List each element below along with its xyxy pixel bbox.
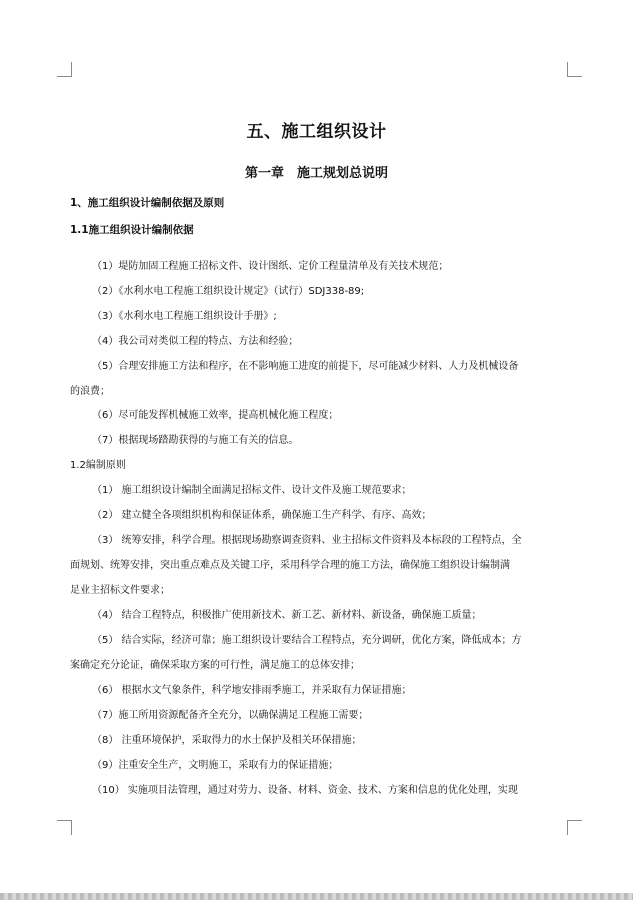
basis-item: （7）根据现场踏勘获得的与施工有关的信息。	[92, 435, 299, 446]
section-heading-1-2: 1.2编制原则	[70, 460, 126, 471]
principle-item: （6） 根据水文气象条件，科学地安排雨季施工，并采取有力保证措施；	[92, 685, 412, 696]
principle-item: （10） 实施项目法管理，通过对劳力、设备、材料、资金、技术、方案和信息的优化处理，实现	[92, 785, 518, 796]
page-bottom-band	[0, 893, 633, 900]
principle-item: （2） 建立健全各项组织机构和保证体系，确保施工生产科学、有序、高效；	[92, 510, 432, 521]
principle-item-continuation: 面规划、统筹安排，突出重点难点及关键工序，采用科学合理的施工方法，确保施工组织设计编制满	[70, 560, 510, 571]
corner-mark-top-right	[567, 62, 582, 77]
principle-item: （9）注重安全生产，文明施工，采取有力的保证措施；	[92, 760, 339, 771]
corner-mark-bottom-right	[567, 820, 582, 835]
principle-item-continuation: 足业主招标文件要求；	[70, 585, 170, 596]
principle-item: （4） 结合工程特点，积极推广使用新技术、新工艺、新材料、新设备，确保施工质量；	[92, 610, 482, 621]
basis-item: （2）《水利水电工程施工组织设计规定》（试行）SDJ338-89;	[92, 286, 365, 297]
corner-mark-bottom-left	[57, 820, 72, 835]
document-title: 五、施工组织设计	[246, 122, 387, 142]
chapter-heading: 第一章 施工规划总说明	[244, 166, 388, 181]
basis-item: （5）合理安排施工方法和程序，在不影响施工进度的前提下，尽可能减少材料、人力及机械设备	[92, 361, 519, 372]
basis-item: （3）《水利水电工程施工组织设计手册》;	[92, 311, 277, 322]
principle-item-continuation: 案确定充分论证，确保采取方案的可行性，满足施工的总体安排；	[70, 660, 360, 671]
basis-item: （4）我公司对类似工程的特点、方法和经验；	[92, 336, 299, 347]
principle-item: （3） 统筹安排，科学合理。根据现场勘察调查资料、业主招标文件资料及本标段的工程特点，全	[92, 535, 522, 546]
corner-mark-top-left	[57, 62, 72, 77]
basis-item: （1）堤防加固工程施工招标文件、设计图纸、定价工程量清单及有关技术规范；	[92, 261, 449, 272]
principle-item: （7）施工所用资源配备齐全充分，以确保满足工程施工需要；	[92, 710, 369, 721]
principle-item: （5） 结合实际，经济可靠；施工组织设计要结合工程特点，充分调研，优化方案，降低成本；方	[92, 635, 522, 646]
principle-item: （8） 注重环境保护，采取得力的水土保护及相关环保措施；	[92, 735, 362, 746]
basis-item: （6）尽可能发挥机械施工效率，提高机械化施工程度；	[92, 410, 339, 421]
section-heading-1-1: 1.1施工组织设计编制依据	[70, 224, 194, 236]
section-heading-1: 1、施工组织设计编制依据及原则	[70, 197, 225, 209]
basis-item-continuation: 的浪费；	[70, 386, 110, 397]
principle-item: （1） 施工组织设计编制全面满足招标文件、设计文件及施工规范要求；	[92, 485, 412, 496]
